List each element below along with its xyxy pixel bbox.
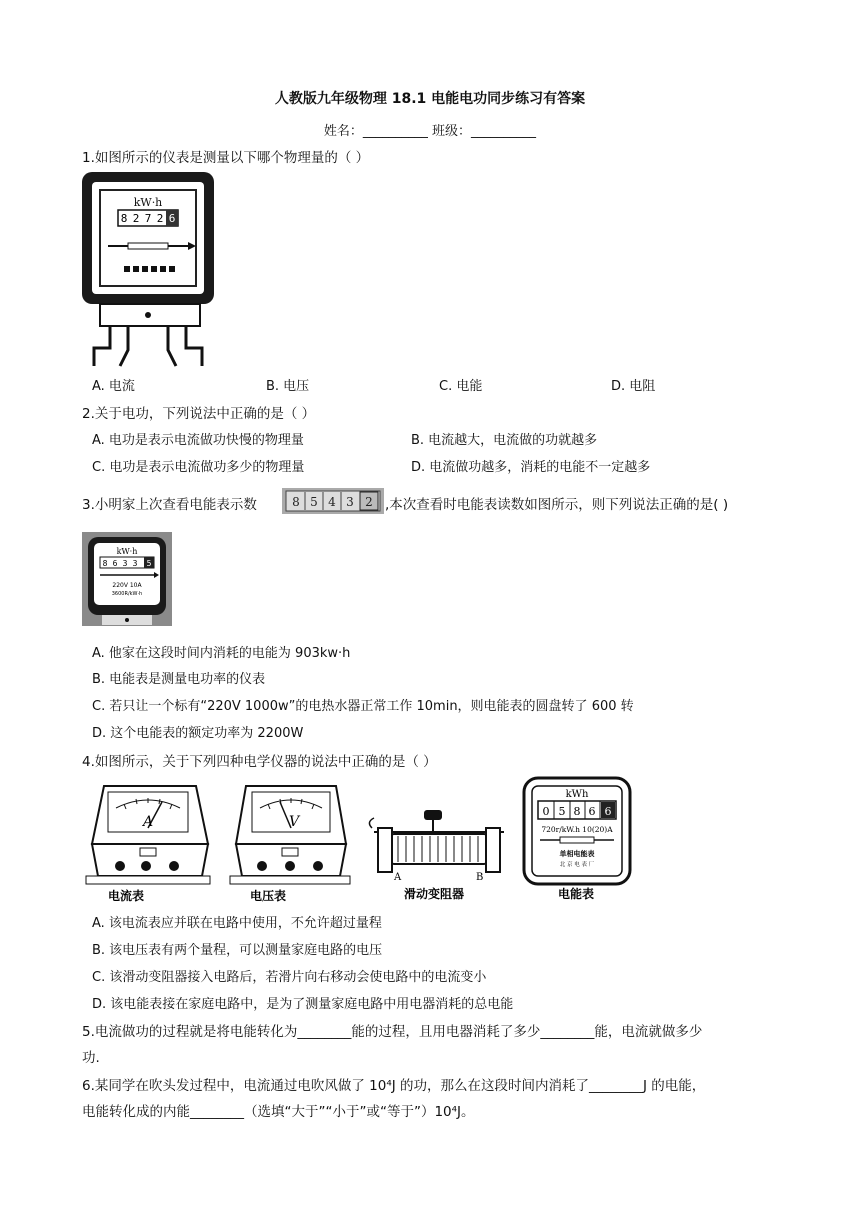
q4-option-b: B. 该电压表有两个量程，可以测量家庭电路的电压: [92, 943, 383, 958]
svg-text:3: 3: [132, 559, 138, 568]
svg-text:2: 2: [132, 212, 140, 225]
svg-text:A: A: [142, 814, 154, 830]
svg-text:8: 8: [573, 805, 581, 818]
svg-text:6: 6: [588, 805, 596, 818]
q1-energy-meter-image: [80, 170, 218, 370]
q4-energy-meter-image: [522, 776, 634, 902]
q2-option-b: B. 电流越大，电流做的功就越多: [411, 433, 598, 448]
page-title: 人教版九年级物理 18.1 电能电功同步练习有答案: [274, 91, 586, 107]
svg-text:8: 8: [292, 495, 300, 509]
q2-option-a: A. 电功是表示电流做功快慢的物理量: [92, 433, 304, 448]
svg-text:A: A: [394, 872, 402, 883]
svg-text:单相电能表: 单相电能表: [559, 850, 595, 858]
svg-text:3: 3: [346, 495, 354, 509]
svg-text:B: B: [476, 872, 484, 883]
rheostat-caption: 滑动变阻器: [404, 887, 465, 901]
q2-stem: 2.关于电功，下列说法中正确的是（ ）: [82, 406, 316, 422]
q2-option-d: D. 电流做功越多，消耗的电能不一定越多: [411, 460, 651, 475]
svg-text:V: V: [288, 814, 300, 830]
svg-text:5: 5: [310, 495, 318, 509]
svg-text:220V 10A: 220V 10A: [112, 582, 142, 589]
svg-text:3600R/kW·h: 3600R/kW·h: [111, 591, 143, 597]
svg-text:kW·h: kW·h: [116, 547, 138, 556]
q1-stem: 1.如图所示的仪表是测量以下哪个物理量的（ ）: [82, 150, 370, 166]
svg-text:kWh: kWh: [565, 789, 589, 800]
q3-previous-reading-image: [282, 488, 384, 514]
ammeter-caption: 电流表: [108, 889, 145, 902]
svg-text:5: 5: [146, 559, 152, 568]
q1-option-b: B. 电压: [266, 379, 310, 394]
svg-text:720r/kW.h 10(20)A: 720r/kW.h 10(20)A: [541, 825, 613, 834]
svg-text:5: 5: [558, 805, 566, 818]
svg-text:6: 6: [168, 212, 176, 225]
q4-stem: 4.如图所示，关于下列四种电学仪器的说法中正确的是（ ）: [82, 754, 437, 770]
q4-rheostat-image: [364, 806, 514, 902]
q3-option-c: C. 若只让一个标有“220V 1000w”的电热水器正常工作 10min，则电能表的圆盘转了 600 转: [92, 699, 634, 714]
q6-line1: 6.某同学在吹头发过程中，电流通过电吹风做了 10⁴J 的功，那么在这段时间内消耗了________J 的电能，: [82, 1078, 706, 1094]
q5-line2: 功.: [82, 1050, 100, 1066]
q6-line2: 电能转化成的内能________（选填“大于”“小于”或“等于”）10⁴J。: [82, 1104, 475, 1120]
q5-line1: 5.电流做功的过程就是将电能转化为________能的过程，且用电器消耗了多少________能，电流就做多少: [82, 1024, 703, 1040]
q1-option-d: D. 电阻: [611, 379, 656, 394]
svg-text:7: 7: [144, 212, 152, 225]
q4-option-c: C. 该滑动变阻器接入电路后，若滑片向右移动会使电路中的电流变小: [92, 970, 487, 985]
q1-option-a: A. 电流: [92, 379, 135, 394]
q1-option-c: C. 电能: [439, 379, 483, 394]
svg-text:北 京 电 表 厂: 北 京 电 表 厂: [559, 862, 595, 868]
q3-option-b: B. 电能表是测量电功率的仪表: [92, 672, 266, 687]
svg-text:0: 0: [542, 805, 550, 818]
q3-stem-after: ,本次查看时电能表读数如图所示，则下列说法正确的是( ): [385, 497, 729, 513]
q2-option-c: C. 电功是表示电流做功多少的物理量: [92, 460, 305, 475]
q4-option-a: A. 该电流表应并联在电路中使用，不允许超过量程: [92, 916, 382, 931]
q4-voltmeter-image: [228, 784, 352, 902]
name-class-line: 姓名：__________ 班级：__________: [323, 124, 537, 139]
q3-option-d: D. 这个电能表的额定功率为 2200W: [92, 726, 304, 741]
q3-stem-before: 3.小明家上次查看电能表示数: [82, 497, 257, 513]
svg-text:2: 2: [365, 495, 373, 509]
q4-option-d: D. 该电能表接在家庭电路中，是为了测量家庭电路中用电器消耗的总电能: [92, 997, 514, 1012]
voltmeter-caption: 电压表: [250, 889, 287, 902]
svg-text:8: 8: [102, 559, 108, 568]
svg-text:6: 6: [604, 805, 612, 818]
svg-text:3: 3: [122, 559, 128, 568]
q4-ammeter-image: [84, 784, 212, 902]
svg-text:4: 4: [328, 495, 336, 509]
svg-text:6: 6: [112, 559, 118, 568]
q3-energy-meter-image: [82, 532, 172, 626]
energy-meter-caption: 电能表: [558, 887, 595, 901]
q3-option-a: A. 他家在这段时间内消耗的电能为 903kw·h: [92, 646, 351, 661]
svg-text:8: 8: [120, 212, 128, 225]
svg-text:2: 2: [156, 212, 164, 225]
q1-meter-unit: kW·h: [133, 196, 163, 209]
